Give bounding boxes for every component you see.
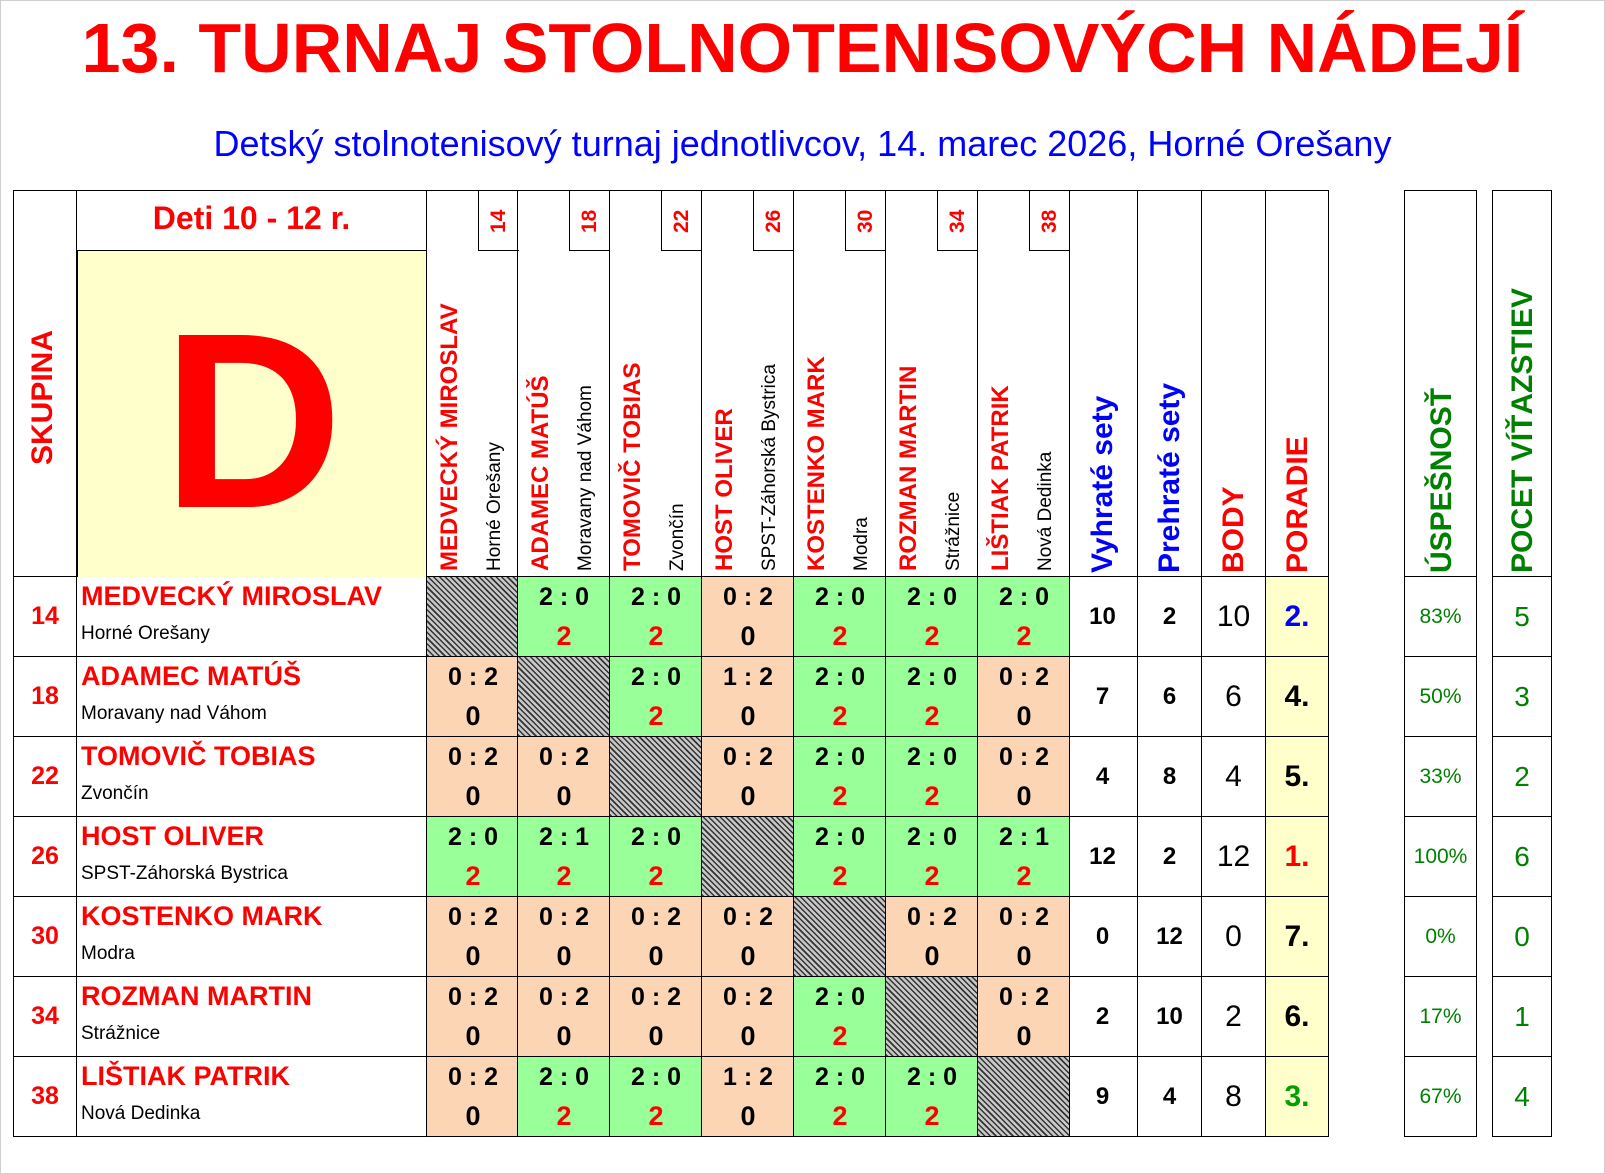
match-result-cell (518, 897, 610, 977)
column-seed-tag (1029, 191, 1070, 251)
match-result-cell (426, 817, 518, 897)
won-sets-value: 4 (1068, 737, 1138, 817)
column-header-14 (426, 190, 518, 577)
row-seed: 14 (13, 577, 77, 657)
match-result-cell (610, 897, 702, 977)
match-points: 2 (832, 701, 848, 731)
row-player-club: SPST-Záhorská Bystrica (81, 863, 288, 884)
row-player-club: Horné Orešany (81, 623, 210, 644)
column-seed: 30 (854, 209, 877, 233)
row-player (77, 897, 426, 977)
match-score: 0 : 2 (998, 903, 1050, 931)
match-result-cell (702, 897, 794, 977)
match-points: 2 (832, 781, 848, 811)
row-player (77, 737, 426, 817)
success-value: 100% (1404, 817, 1477, 897)
match-points: 2 (832, 1101, 848, 1131)
row-player (77, 1057, 426, 1137)
row-player (77, 817, 426, 897)
match-result-cell (702, 577, 794, 657)
row-player-club: Moravany nad Váhom (81, 703, 267, 724)
column-seed-tag (661, 191, 702, 251)
row-seed: 26 (13, 817, 77, 897)
column-player-name: MEDVECKÝ MIROSLAV (436, 303, 463, 571)
match-points: 0 (740, 621, 756, 651)
match-points: 0 (740, 941, 756, 971)
column-header-30 (794, 190, 886, 577)
match-result-cell (610, 577, 702, 657)
rank-value: 2. (1266, 577, 1329, 657)
points-value: 8 (1202, 1057, 1266, 1137)
match-points: 2 (556, 621, 572, 651)
match-points: 0 (740, 1101, 756, 1131)
match-points: 0 (465, 941, 481, 971)
column-seed: 22 (670, 209, 693, 233)
lost-sets-header-label: Prehraté sety (1153, 382, 1186, 573)
column-seed-tag (845, 191, 886, 251)
match-score: 2 : 1 (998, 823, 1050, 851)
match-points: 2 (924, 1101, 940, 1131)
column-seed-tag (937, 191, 978, 251)
match-score: 2 : 0 (538, 583, 590, 611)
lost-sets-header (1138, 190, 1202, 577)
row-seed: 22 (13, 737, 77, 817)
column-header-38 (978, 190, 1070, 577)
match-points: 0 (465, 781, 481, 811)
match-result-cell (794, 977, 886, 1057)
match-score: 0 : 2 (447, 903, 499, 931)
match-result-cell (426, 977, 518, 1057)
self-match-hatch (794, 897, 886, 977)
match-result-cell (610, 657, 702, 737)
column-player-club: Modra (851, 517, 872, 571)
rank-value: 1. (1266, 817, 1329, 897)
match-score: 0 : 2 (906, 903, 958, 931)
match-points: 0 (740, 781, 756, 811)
match-result-cell (886, 817, 978, 897)
match-result-cell (426, 737, 518, 817)
self-match-hatch (978, 1057, 1070, 1137)
match-score: 0 : 2 (722, 983, 774, 1011)
points-value: 0 (1202, 897, 1266, 977)
points-header (1202, 190, 1266, 577)
match-points: 0 (924, 941, 940, 971)
lost-sets-value: 12 (1138, 897, 1202, 977)
match-points: 0 (648, 941, 664, 971)
match-result-cell (978, 737, 1070, 817)
column-seed: 38 (1038, 209, 1061, 233)
match-result-cell (702, 737, 794, 817)
success-value: 0% (1404, 897, 1477, 977)
column-seed: 14 (487, 209, 510, 233)
match-points: 2 (556, 1101, 572, 1131)
match-score: 1 : 2 (722, 1063, 774, 1091)
match-result-cell (794, 577, 886, 657)
won-sets-value: 12 (1068, 817, 1138, 897)
rank-header (1266, 190, 1329, 577)
self-match-hatch (610, 737, 702, 817)
row-player-club: Strážnice (81, 1023, 161, 1044)
column-player-club: Horné Orešany (484, 442, 505, 571)
match-score: 0 : 2 (447, 1063, 499, 1091)
match-result-cell (702, 657, 794, 737)
match-result-cell (518, 577, 610, 657)
match-score: 0 : 2 (447, 743, 499, 771)
row-seed: 34 (13, 977, 77, 1057)
wins-value: 6 (1492, 817, 1552, 897)
won-sets-value: 2 (1068, 977, 1138, 1057)
match-score: 2 : 0 (906, 823, 958, 851)
column-seed-tag (478, 191, 519, 251)
success-value: 67% (1404, 1057, 1477, 1137)
match-points: 0 (1016, 941, 1032, 971)
lost-sets-value: 4 (1138, 1057, 1202, 1137)
match-result-cell (794, 1057, 886, 1137)
column-player-club: Moravany nad Váhom (575, 385, 596, 571)
page-title: 13. TURNAJ STOLNOTENISOVÝCH NÁDEJÍ (81, 9, 1524, 87)
match-points: 2 (648, 621, 664, 651)
column-player-club: Nová Dedinka (1035, 451, 1056, 571)
match-points: 2 (924, 781, 940, 811)
match-points: 2 (832, 861, 848, 891)
match-score: 2 : 0 (447, 823, 499, 851)
match-score: 2 : 0 (998, 583, 1050, 611)
column-header-34 (886, 190, 978, 577)
match-points: 2 (924, 861, 940, 891)
match-score: 2 : 0 (814, 983, 866, 1011)
match-points: 2 (924, 701, 940, 731)
row-player-club: Modra (81, 943, 135, 964)
row-player-name: TOMOVIČ TOBIAS (81, 741, 316, 771)
match-points: 0 (556, 941, 572, 971)
row-player-club: Zvončín (81, 783, 149, 804)
match-score: 0 : 2 (998, 743, 1050, 771)
column-player-name: HOST OLIVER (711, 408, 738, 571)
match-points: 0 (740, 701, 756, 731)
match-score: 0 : 2 (722, 583, 774, 611)
match-points: 2 (648, 701, 664, 731)
column-player-club: Strážnice (943, 491, 964, 571)
rank-value: 7. (1266, 897, 1329, 977)
match-result-cell (610, 817, 702, 897)
match-result-cell (978, 577, 1070, 657)
row-player-name: KOSTENKO MARK (81, 901, 323, 931)
lost-sets-value: 2 (1138, 577, 1202, 657)
match-result-cell (518, 817, 610, 897)
row-player-name: HOST OLIVER (81, 821, 265, 851)
won-sets-header-label: Vyhraté sety (1086, 395, 1119, 573)
match-score: 0 : 2 (538, 743, 590, 771)
match-result-cell (886, 1057, 978, 1137)
match-score: 2 : 0 (630, 583, 682, 611)
rank-value: 6. (1266, 977, 1329, 1057)
match-result-cell (610, 1057, 702, 1137)
match-score: 2 : 0 (906, 583, 958, 611)
match-score: 2 : 0 (630, 823, 682, 851)
row-player-name: ROZMAN MARTIN (81, 981, 312, 1011)
match-result-cell (886, 737, 978, 817)
lost-sets-value: 8 (1138, 737, 1202, 817)
column-player-name: ADAMEC MATÚŠ (527, 375, 554, 571)
category-label: Deti 10 - 12 r. (152, 200, 351, 236)
match-result-cell (702, 1057, 794, 1137)
lost-sets-value: 6 (1138, 657, 1202, 737)
wins-value: 0 (1492, 897, 1552, 977)
points-value: 2 (1202, 977, 1266, 1057)
page-subtitle: Detský stolnotenisový turnaj jednotlivcov, 14. marec 2026, Horné Orešany (213, 123, 1392, 164)
match-points: 0 (1016, 1021, 1032, 1051)
row-player-name: LIŠTIAK PATRIK (81, 1061, 290, 1091)
points-value: 10 (1202, 577, 1266, 657)
match-result-cell (518, 1057, 610, 1137)
column-seed-tag (569, 191, 610, 251)
points-value: 12 (1202, 817, 1266, 897)
column-seed: 26 (762, 209, 785, 233)
match-points: 2 (1016, 861, 1032, 891)
won-sets-value: 9 (1068, 1057, 1138, 1137)
match-score: 2 : 0 (814, 1063, 866, 1091)
row-player-club: Nová Dedinka (81, 1103, 201, 1124)
match-score: 0 : 2 (630, 903, 682, 931)
column-player-name: ROZMAN MARTIN (895, 365, 922, 571)
column-header-26 (702, 190, 794, 577)
success-value: 83% (1404, 577, 1477, 657)
match-score: 0 : 2 (447, 983, 499, 1011)
match-score: 2 : 0 (630, 1063, 682, 1091)
self-match-hatch (702, 817, 794, 897)
row-player (77, 577, 426, 657)
match-points: 2 (465, 861, 481, 891)
column-seed: 34 (946, 209, 969, 233)
rank-value: 4. (1266, 657, 1329, 737)
match-score: 2 : 0 (814, 583, 866, 611)
rank-value: 3. (1266, 1057, 1329, 1137)
column-player-club: SPST-Záhorská Bystrica (759, 364, 780, 571)
row-player (77, 977, 426, 1057)
won-sets-value: 10 (1068, 577, 1138, 657)
column-seed: 18 (578, 209, 601, 233)
match-score: 2 : 0 (906, 743, 958, 771)
self-match-hatch (426, 577, 518, 657)
column-header-18 (518, 190, 610, 577)
match-result-cell (702, 977, 794, 1057)
row-player-name: ADAMEC MATÚŠ (81, 661, 301, 691)
match-score: 0 : 2 (722, 743, 774, 771)
match-score: 2 : 0 (630, 663, 682, 691)
rank-value: 5. (1266, 737, 1329, 817)
match-result-cell (794, 657, 886, 737)
match-result-cell (978, 817, 1070, 897)
group-letter: D (162, 281, 343, 560)
wins-value: 3 (1492, 657, 1552, 737)
row-seed: 30 (13, 897, 77, 977)
wins-value: 5 (1492, 577, 1552, 657)
match-result-cell (978, 977, 1070, 1057)
lost-sets-value: 10 (1138, 977, 1202, 1057)
match-score: 0 : 2 (722, 903, 774, 931)
match-score: 2 : 0 (814, 663, 866, 691)
points-value: 4 (1202, 737, 1266, 817)
row-player-name: MEDVECKÝ MIROSLAV (81, 581, 383, 611)
won-sets-header (1068, 190, 1138, 577)
group-letter-box (77, 250, 426, 577)
match-score: 1 : 2 (722, 663, 774, 691)
group-label: SKUPINA (26, 329, 59, 465)
match-result-cell (886, 657, 978, 737)
match-result-cell (794, 737, 886, 817)
row-player (77, 657, 426, 737)
match-points: 2 (648, 1101, 664, 1131)
match-result-cell (978, 657, 1070, 737)
match-points: 2 (556, 861, 572, 891)
match-score: 2 : 0 (906, 1063, 958, 1091)
match-points: 0 (465, 701, 481, 731)
column-player-name: LIŠTIAK PATRIK (987, 385, 1014, 571)
match-result-cell (426, 657, 518, 737)
match-points: 2 (924, 621, 940, 651)
match-points: 0 (1016, 701, 1032, 731)
row-seed: 38 (13, 1057, 77, 1137)
success-header (1404, 190, 1477, 577)
match-score: 2 : 0 (906, 663, 958, 691)
row-seed: 18 (13, 657, 77, 737)
match-result-cell (794, 817, 886, 897)
match-points: 0 (1016, 781, 1032, 811)
match-score: 0 : 2 (998, 663, 1050, 691)
column-player-club: Zvončín (667, 503, 688, 571)
match-points: 2 (648, 861, 664, 891)
points-value: 6 (1202, 657, 1266, 737)
match-score: 2 : 0 (814, 743, 866, 771)
match-points: 2 (832, 621, 848, 651)
success-value: 33% (1404, 737, 1477, 817)
success-value: 50% (1404, 657, 1477, 737)
match-points: 0 (465, 1021, 481, 1051)
match-score: 2 : 0 (538, 1063, 590, 1091)
success-header-label: ÚSPEŠNOSŤ (1425, 387, 1458, 573)
wins-header-label: POCET VÍŤAZSTIEV (1506, 287, 1539, 573)
match-result-cell (886, 897, 978, 977)
column-player-name: TOMOVIČ TOBIAS (619, 362, 646, 571)
match-score: 0 : 2 (538, 983, 590, 1011)
match-points: 2 (1016, 621, 1032, 651)
match-score: 2 : 0 (814, 823, 866, 851)
won-sets-value: 7 (1068, 657, 1138, 737)
won-sets-value: 0 (1068, 897, 1138, 977)
match-result-cell (610, 977, 702, 1057)
match-result-cell (426, 897, 518, 977)
match-result-cell (886, 577, 978, 657)
match-points: 0 (556, 781, 572, 811)
self-match-hatch (518, 657, 610, 737)
self-match-hatch (886, 977, 978, 1057)
match-points: 0 (648, 1021, 664, 1051)
wins-value: 2 (1492, 737, 1552, 817)
wins-value: 4 (1492, 1057, 1552, 1137)
match-result-cell (518, 737, 610, 817)
match-points: 0 (465, 1101, 481, 1131)
match-result-cell (518, 977, 610, 1057)
rank-header-label: PORADIE (1281, 436, 1314, 573)
wins-header (1492, 190, 1552, 577)
match-score: 0 : 2 (538, 903, 590, 931)
match-score: 2 : 1 (538, 823, 590, 851)
points-header-label: BODY (1217, 486, 1250, 573)
match-result-cell (978, 897, 1070, 977)
column-player-name: KOSTENKO MARK (803, 356, 830, 571)
column-seed-tag (753, 191, 794, 251)
success-value: 17% (1404, 977, 1477, 1057)
match-result-cell (426, 1057, 518, 1137)
match-score: 0 : 2 (447, 663, 499, 691)
match-points: 0 (740, 1021, 756, 1051)
match-score: 0 : 2 (630, 983, 682, 1011)
match-points: 2 (832, 1021, 848, 1051)
column-header-22 (610, 190, 702, 577)
match-score: 0 : 2 (998, 983, 1050, 1011)
wins-value: 1 (1492, 977, 1552, 1057)
match-points: 0 (556, 1021, 572, 1051)
lost-sets-value: 2 (1138, 817, 1202, 897)
